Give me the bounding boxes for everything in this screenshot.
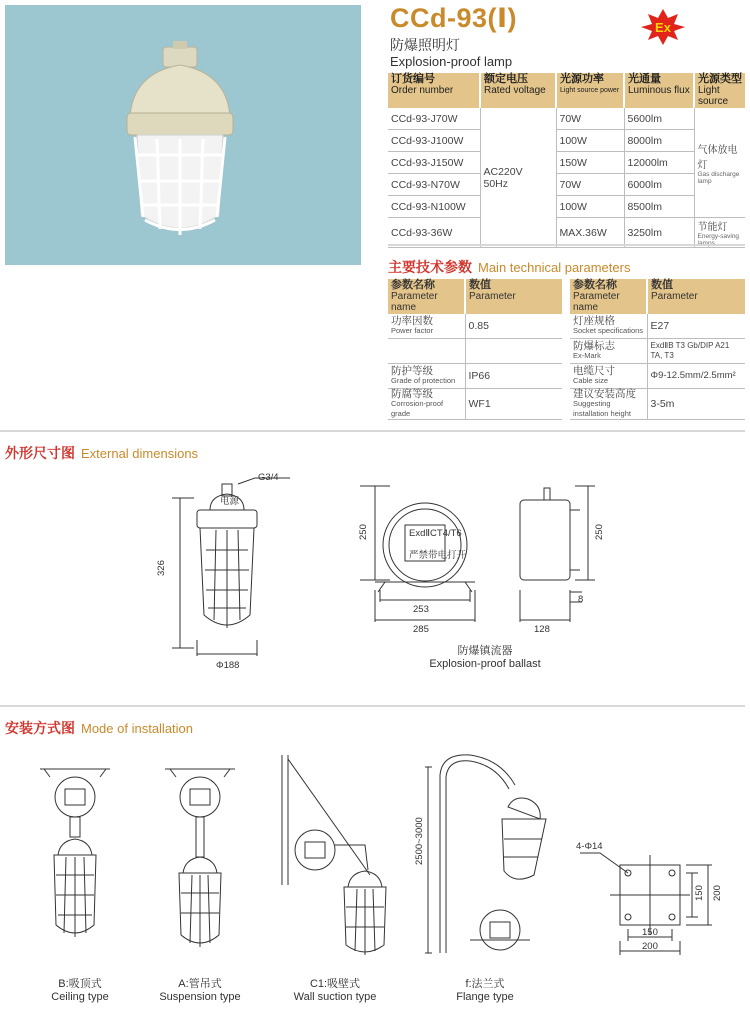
param-value-header: 数值 Parameter xyxy=(647,279,745,314)
power-cell: MAX.36W xyxy=(556,218,624,248)
power-cell: 150W xyxy=(556,152,624,174)
param-value: E27 xyxy=(647,314,745,339)
param-value: Φ9-12.5mm/2.5mm² xyxy=(647,364,745,389)
tech-table-right xyxy=(570,279,745,420)
ceiling-type-drawing xyxy=(40,769,110,937)
ceiling-type-caption: B:吸顶式 Ceiling type xyxy=(51,978,109,1003)
table-row xyxy=(388,152,745,174)
ballast-side-height-label: 250 xyxy=(594,524,605,540)
ballast-height-label: 250 xyxy=(358,524,369,540)
col-luminous-flux: 光通量 Luminous flux xyxy=(624,73,694,108)
product-model-title: CCd-93(Ⅰ) xyxy=(390,3,518,33)
holes-label: 4-Φ14 xyxy=(576,841,603,852)
param-name: 防爆标志 Ex-Mark xyxy=(570,339,647,364)
order-table-header xyxy=(388,73,745,108)
param-name: 功率因数 Power factor xyxy=(388,314,465,339)
flux-cell: 6000lm xyxy=(624,174,694,196)
power-cell: 100W xyxy=(556,130,624,152)
ballast-side-drawing xyxy=(520,486,595,622)
param-name-header: 参数名称 Parameter name xyxy=(388,279,465,314)
table-row xyxy=(388,364,562,389)
lamp-photo-illustration xyxy=(5,5,361,265)
table-row xyxy=(388,314,562,339)
param-value: 3-5m xyxy=(647,389,745,420)
flange-type-caption: f:法兰式 Flange type xyxy=(456,978,514,1003)
flange-plate-drawing xyxy=(580,853,712,955)
ballast-depth-label: 128 xyxy=(534,624,550,635)
ex-mark-badge xyxy=(640,8,686,46)
dim-150-label-a: 150 xyxy=(642,927,658,938)
flux-cell: 3250lm xyxy=(624,218,694,248)
table-row xyxy=(388,108,745,130)
param-value: IP66 xyxy=(465,364,562,389)
source-es-cell: 节能灯 Energy-saving xyxy=(694,218,745,248)
wall-type-drawing xyxy=(282,755,386,955)
param-value-header: 数值 Parameter xyxy=(465,279,562,314)
tech-section-title: 主要技术参数 Main technical parameters xyxy=(388,259,631,275)
param-name: 防护等级 Grade of protection xyxy=(388,364,465,389)
col-rated-voltage: 额定电压 Rated voltage xyxy=(480,73,556,108)
table-row xyxy=(388,339,562,364)
lamp-plate-label: 电源 xyxy=(220,496,240,507)
order-cell: CCd-93-36W xyxy=(388,218,480,248)
product-name-cn: 防爆照明灯 xyxy=(390,37,460,53)
source-gas-cell: 气体放电灯 Gas discharge lamp xyxy=(694,108,745,218)
table-row xyxy=(570,339,745,364)
flange-type-drawing xyxy=(425,755,546,953)
divider xyxy=(388,244,745,246)
power-cell: 70W xyxy=(556,108,624,130)
thread-label: G3/4 xyxy=(258,472,279,483)
param-value: ExdⅡB T3 Gb/DIP A21 TA, T3 xyxy=(647,339,745,364)
ballast-plate2: 严禁带电打开 xyxy=(409,550,467,561)
dim-200-label-b: 200 xyxy=(712,885,723,901)
suspension-type-caption: A:管吊式 Suspension type xyxy=(159,978,241,1003)
lamp-diameter-label: Φ188 xyxy=(216,660,240,671)
ballast-width2-label: 285 xyxy=(413,624,429,635)
voltage-cell: AC220V 50Hz xyxy=(480,108,556,248)
installation-drawings xyxy=(30,745,730,965)
flux-cell: 8500lm xyxy=(624,196,694,218)
ballast-flange-label: 8 xyxy=(578,594,584,605)
col-order-number: 订货编号 Order number xyxy=(388,73,480,108)
suspension-type-drawing xyxy=(165,769,235,947)
power-cell: 100W xyxy=(556,196,624,218)
wall-type-caption: C1:吸壁式 Wall suction type xyxy=(293,978,377,1003)
order-table xyxy=(388,73,745,248)
divider xyxy=(0,430,745,432)
order-cell: CCd-93-N70W xyxy=(388,174,480,196)
param-name: 防腐等级 Corrosion-proof grade xyxy=(388,389,465,420)
ballast-width1-label: 253 xyxy=(413,604,429,615)
dimensions-section-title: 外形尺寸图 External dimensions xyxy=(5,445,199,461)
dim-150-label-b: 150 xyxy=(694,885,705,901)
lamp-height-label: 326 xyxy=(156,560,167,576)
flux-cell: 5600lm xyxy=(624,108,694,130)
tech-table-left xyxy=(388,279,562,420)
ex-badge-text: Ex xyxy=(655,20,671,35)
ballast-plate1: ExdⅡCT4/T6 xyxy=(409,528,462,539)
param-name: 建议安装高度 Suggesting installation height xyxy=(570,389,647,420)
table-row xyxy=(570,364,745,389)
param-value: WF1 xyxy=(465,389,562,420)
order-cell: CCd-93-J70W xyxy=(388,108,480,130)
dim-200-label-a: 200 xyxy=(642,941,658,952)
installation-section-title: 安装方式图 Mode of installation xyxy=(5,720,194,736)
power-cell: 70W xyxy=(556,174,624,196)
param-name: 电缆尺寸 Cable size xyxy=(570,364,647,389)
order-cell: CCd-93-J150W xyxy=(388,152,480,174)
param-name: 灯座规格 Socket specifications xyxy=(570,314,647,339)
product-photo xyxy=(5,5,361,265)
param-name xyxy=(388,339,465,364)
param-name-header: 参数名称 Parameter name xyxy=(570,279,647,314)
table-row xyxy=(570,389,745,420)
col-light-power: 光源功率 Light source power xyxy=(556,73,624,108)
pole-height-label: 2500~3000 xyxy=(414,817,425,865)
table-row xyxy=(388,218,745,248)
flux-cell: 8000lm xyxy=(624,130,694,152)
col-light-source: 光源类型 Light source xyxy=(694,73,745,108)
table-row xyxy=(388,196,745,218)
param-value: 0.85 xyxy=(465,314,562,339)
table-row xyxy=(388,389,562,420)
table-row xyxy=(388,174,745,196)
table-row xyxy=(570,314,745,339)
flux-cell: 12000lm xyxy=(624,152,694,174)
divider xyxy=(0,705,745,707)
order-cell: CCd-93-J100W xyxy=(388,130,480,152)
ballast-caption: 防爆镇流器 Explosion-proof ballast xyxy=(429,645,541,670)
table-row xyxy=(388,130,745,152)
product-name-en: Explosion-proof lamp xyxy=(390,54,513,69)
param-value xyxy=(465,339,562,364)
order-cell: CCd-93-N100W xyxy=(388,196,480,218)
